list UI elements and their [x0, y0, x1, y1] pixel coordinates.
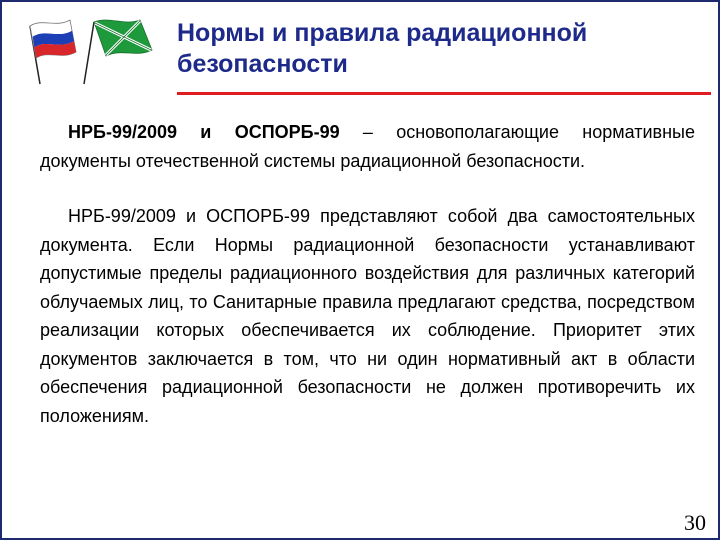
slide-title: Нормы и правила радиационной безопасности: [177, 19, 588, 78]
title-divider: [177, 92, 711, 95]
page-number: 30: [684, 510, 706, 535]
flags-logo: [12, 12, 162, 87]
russia-flag-icon: [30, 20, 76, 84]
paragraph-1-text: – основополагающие нормативные документы отечественной системы радиационной безопасности.: [40, 122, 696, 171]
paragraph-1-bold-lead: НРБ-99/2009 и ОСПОРБ-99: [68, 122, 340, 142]
paragraph-1: [40, 118, 695, 175]
slide-body: [40, 118, 695, 430]
paragraph-2: НРБ-99/2009 и ОСПОРБ-99 представляют собой два самостоятельных документа. Если Нормы радиационной безопасности устанавливают допустимые пределы радиационного воздействия для различных категорий облучаемых лиц, то Санитарные правила предлагают средства, посредством реализации которых обеспечивается их соблюдение. Приоритет этих документов заключается в том, что ни один нормативный акт в области обеспечения радиационной безопасности не должен противоречить их положениям.: [40, 206, 695, 426]
green-saltire-flag-icon: [84, 20, 152, 84]
flags-illustration: [12, 12, 162, 87]
